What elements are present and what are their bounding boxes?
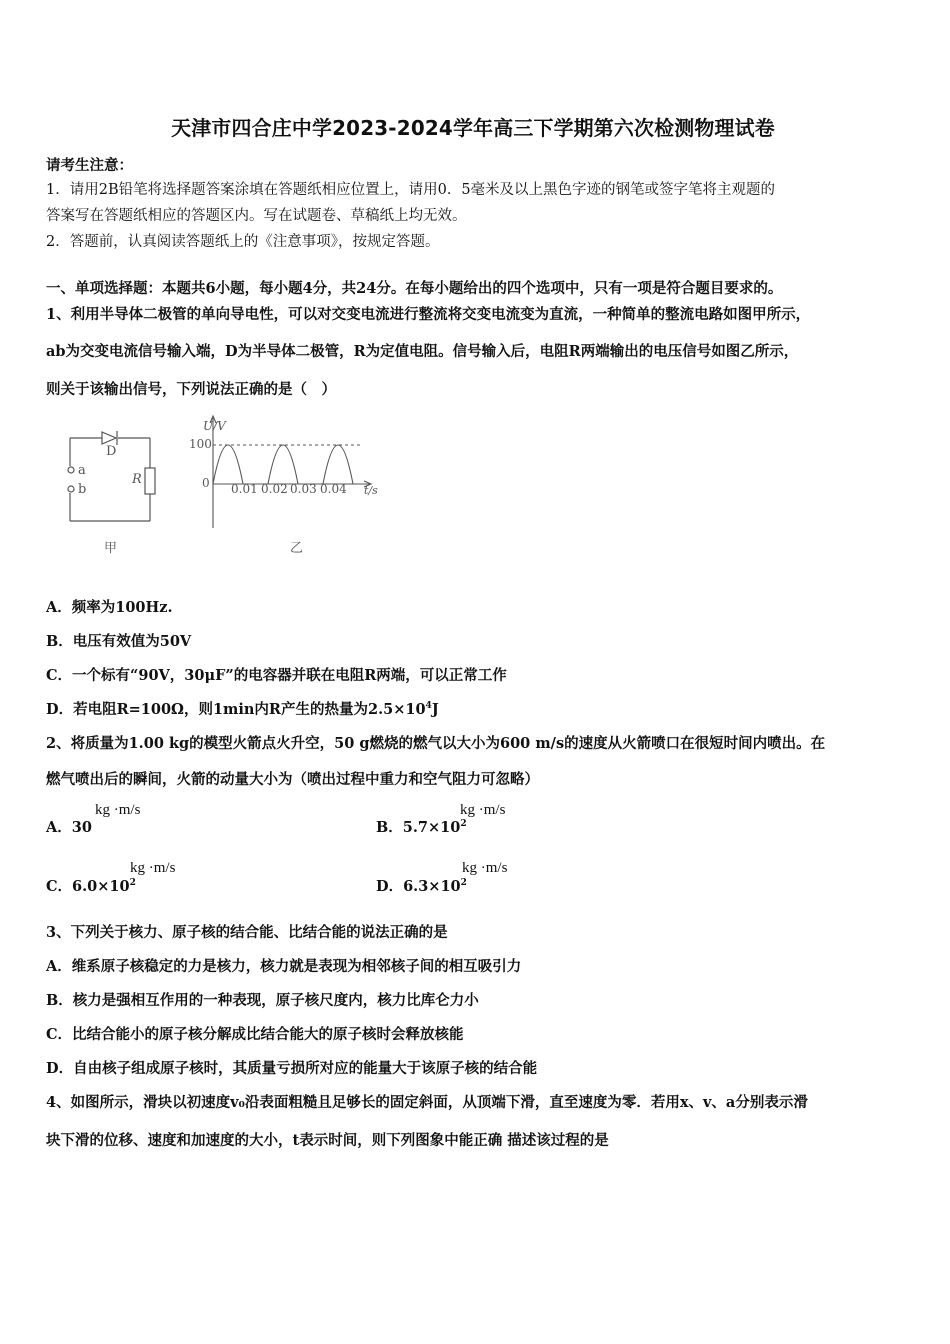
q2-option-d-unit: kg ·m/s bbox=[462, 860, 508, 876]
notice-line-1b: 答案写在答题纸相应的答题区内。写在试题卷、草稿纸上均无效。 bbox=[46, 208, 467, 224]
page-title: 天津市四合庄中学2023-2024学年高三下学期第六次检测物理试卷 bbox=[171, 116, 775, 140]
diode-symbol bbox=[102, 432, 116, 444]
graph-tick-3: 0.03 bbox=[290, 482, 317, 496]
terminal-b-label: b bbox=[78, 482, 87, 497]
notice-line-2: 2．答题前，认真阅读答题纸上的《注意事项》，按规定答题。 bbox=[46, 234, 440, 250]
section-heading: 一、单项选择题：本题共6小题，每小题4分，共24分。在每小题给出的四个选项中，只有一项是符合题目要求的。 bbox=[46, 280, 783, 297]
q2-stem-line2: 燃气喷出后的瞬间，火箭的动量大小为（喷出过程中重力和空气阻力可忽略） bbox=[46, 771, 539, 788]
q2-option-b-unit: kg ·m/s bbox=[460, 802, 506, 818]
q2-option-c-unit: kg ·m/s bbox=[130, 860, 176, 876]
half-wave-2 bbox=[268, 445, 298, 484]
notice-line-1a: 1．请用2B铅笔将选择题答案涂填在答题纸相应位置上，请用0．5毫米及以上黑色字迹的钢笔或签字笔将主观题的 bbox=[46, 182, 776, 198]
graph-tick-1: 0.01 bbox=[231, 482, 258, 496]
terminal-b bbox=[68, 486, 74, 492]
half-wave-3 bbox=[323, 445, 353, 484]
q2-stem-line1: 2、将质量为1.00 kg的模型火箭点火升空，50 g燃烧的燃气以大小为600 m/s的速度从火箭喷口在很短时间内喷出。在 bbox=[46, 735, 826, 752]
q2-option-b: B．$5.7\times 10^2$ bbox=[376, 819, 467, 836]
graph-tick-2: 0.02 bbox=[261, 482, 288, 496]
q3-option-c: C．比结合能小的原子核分解成比结合能大的原子核时会释放核能 bbox=[46, 1026, 464, 1043]
notice-heading: 请考生注意： bbox=[46, 157, 133, 174]
graph-x-label: t/s bbox=[364, 484, 378, 497]
figure-jia-caption: 甲 bbox=[104, 541, 118, 556]
q1-option-a: A．频率为100Hz. bbox=[46, 599, 173, 616]
q1-option-c: C．一个标有“90V，30μF”的电容器并联在电阻R两端，可以正常工作 bbox=[46, 667, 507, 684]
q1-option-d: D．若电阻R=100Ω，则1min内R产生的热量为$2.5\times 10^4J$ bbox=[46, 701, 439, 718]
q3-stem: 3、下列关于核力、原子核的结合能、比结合能的说法正确的是 bbox=[46, 924, 448, 941]
graph-origin: 0 bbox=[202, 476, 210, 490]
resistor-label: R bbox=[132, 472, 142, 487]
q1-option-b: B．电压有效值为50V bbox=[46, 633, 192, 650]
q2-option-a: A．30 bbox=[46, 819, 92, 836]
figure-yi-caption: 乙 bbox=[290, 541, 304, 556]
q1-stem-line2: ab为交变电流信号输入端，D为半导体二极管，R为定值电阻。信号输入后，电阻R两端输出的电压信号如图乙所示， bbox=[46, 343, 799, 360]
graph-y-label: U/V bbox=[203, 419, 226, 433]
q3-option-b: B．核力是强相互作用的一种表现，原子核尺度内，核力比库仑力小 bbox=[46, 992, 479, 1009]
terminal-a bbox=[68, 467, 74, 473]
q3-option-a: A．维系原子核稳定的力是核力，核力就是表现为相邻核子间的相互吸引力 bbox=[46, 958, 522, 975]
q1-stem-line1: 1、利用半导体二极管的单向导电性，可以对交变电流进行整流将交变电流变为直流，一种简单的整流电路如图甲所示， bbox=[46, 306, 811, 323]
q2-option-c: C．$6.0\times 10^2$ bbox=[46, 878, 136, 895]
q4-stem-line1: 4、如图所示，滑块以初速度v₀沿表面粗糙且足够长的固定斜面，从顶端下滑，直至速度为零．若用x、v、a分别表示滑 bbox=[46, 1094, 808, 1111]
graph-tick-4: 0.04 bbox=[320, 482, 347, 496]
half-wave-1 bbox=[213, 445, 243, 484]
q2-option-a-unit: kg ·m/s bbox=[95, 802, 141, 818]
terminal-a-label: a bbox=[78, 463, 86, 478]
diode-label: D bbox=[106, 444, 117, 459]
q1-stem-line3: 则关于该输出信号，下列说法正确的是（ ） bbox=[46, 381, 336, 398]
q4-stem-line2: 块下滑的位移、速度和加速度的大小，t表示时间，则下列图象中能正确 描述该过程的是 bbox=[46, 1132, 609, 1149]
graph-y-value: 100 bbox=[189, 437, 212, 451]
q2-option-d: D．$6.3\times 10^2$ bbox=[376, 878, 467, 895]
q3-option-d: D．自由核子组成原子核时，其质量亏损所对应的能量大于该原子核的结合能 bbox=[46, 1060, 538, 1077]
resistor-symbol bbox=[145, 468, 155, 494]
